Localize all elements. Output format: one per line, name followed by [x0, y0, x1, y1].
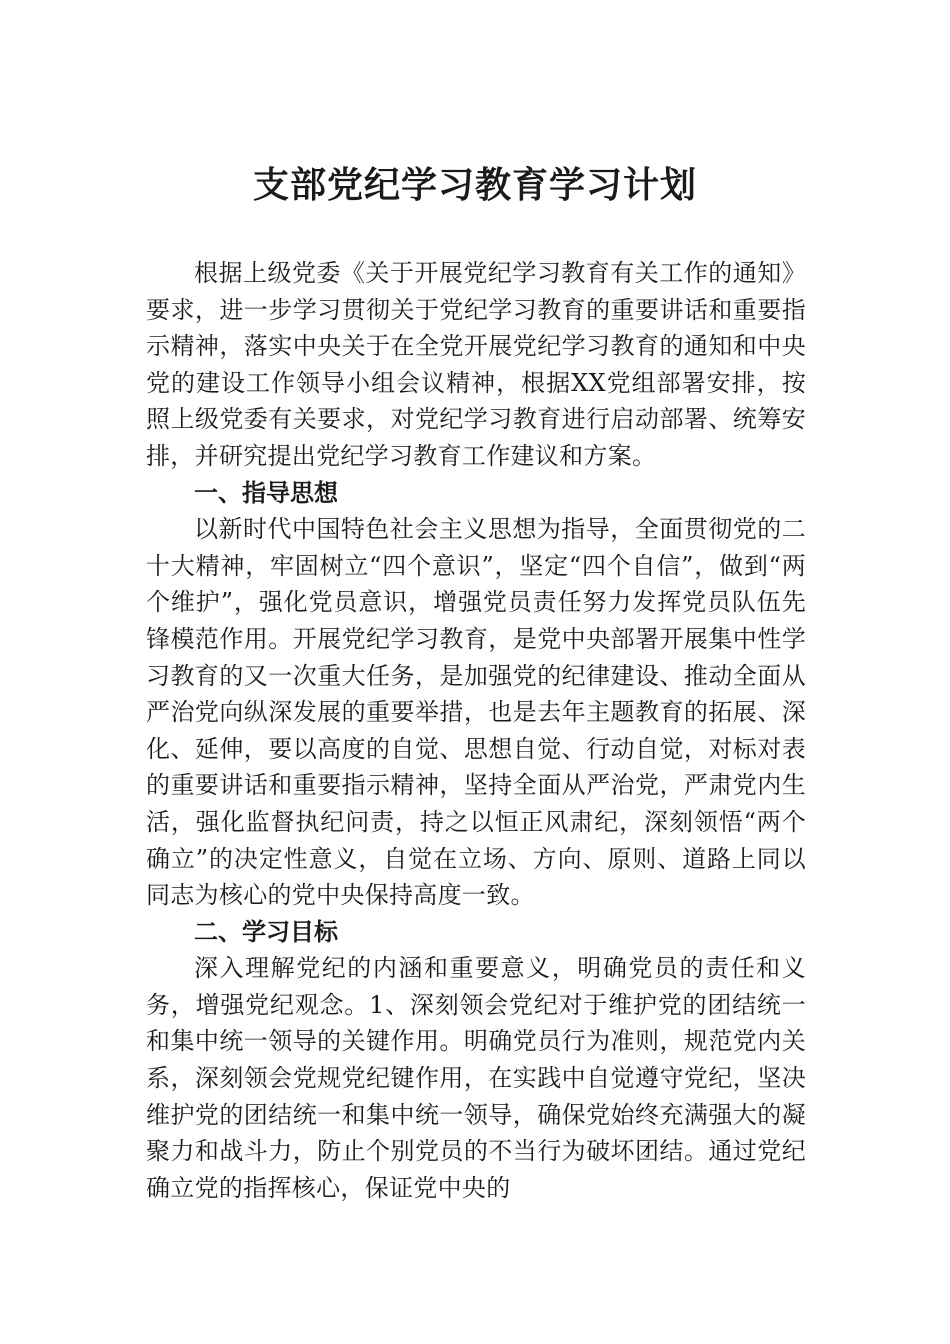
section-paragraph-learning-goals: 深入理解党纪的内涵和重要意义，明确党员的责任和义务，增强党纪观念。1、深刻领会党纪对于维护党的团结统一和集中统一领导的关键作用。明确党员行为准则，规范党内关系，深刻领会党规党纪键作用，在实践中自觉遵守党纪，坚决维护党的团结统一和集中统一领导，确保党始终充满强大的凝聚力和战斗力，防止个别党员的不当行为破坏团结。通过党纪确立党的指挥核心，保证党中央的	[146, 954, 806, 1202]
intro-paragraph: 根据上级党委《关于开展党纪学习教育有关工作的通知》要求，进一步学习贯彻关于党纪学习教育的重要讲话和重要指示精神，落实中央关于在全党开展党纪学习教育的通知和中央党的建设工作领导小组会议精神，根据XX党组部署安排，按照上级党委有关要求，对党纪学习教育进行启动部署、统筹安排，并研究提出党纪学习教育工作建议和方案。	[146, 259, 806, 470]
section-heading-guiding-ideology: 一、指导思想	[194, 478, 338, 507]
section-paragraph-guiding-ideology: 以新时代中国特色社会主义思想为指导，全面贯彻党的二十大精神，牢固树立“四个意识”，坚定“四个自信”，做到“两个维护”，强化党员意识，增强党员责任努力发挥党员队伍先锋模范作用。开展党纪学习教育，是党中央部署开展集中性学习教育的又一次重大任务，是加强党的纪律建设、推动全面从严治党向纵深发展的重要举措，也是去年主题教育的拓展、深化、延伸，要以高度的自觉、思想自觉、行动自觉，对标对表的重要讲话和重要指示精神，坚持全面从严治党，严肃党内生活，强化监督执纪问责，持之以恒正风肃纪，深刻领悟“两个确立”的决定性意义，自觉在立场、方向、原则、道路上同以同志为核心的党中央保持高度一致。	[146, 515, 806, 910]
document-body	[146, 255, 806, 1206]
document-title: 支部党纪学习教育学习计划	[252, 164, 697, 206]
section-heading-learning-goals: 二、学习目标	[194, 917, 338, 946]
